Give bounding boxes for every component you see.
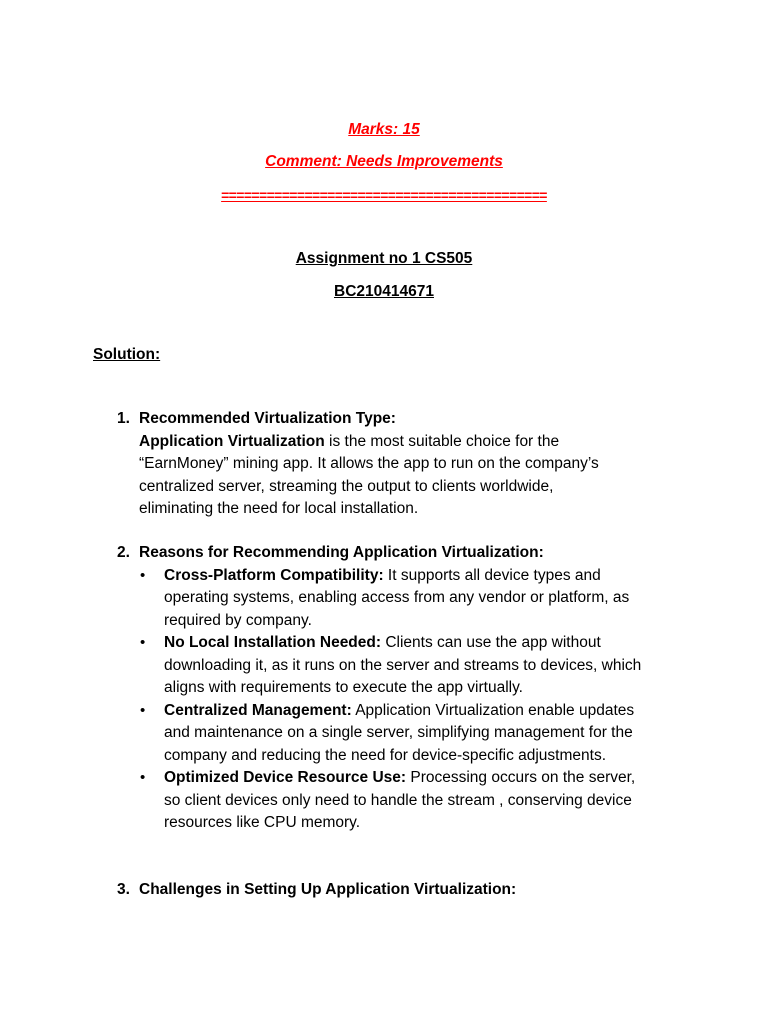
bullet-list xyxy=(140,565,677,835)
list-number: 3. xyxy=(117,881,130,898)
list-item-1 xyxy=(117,408,677,521)
bullet-icon: • xyxy=(140,769,146,786)
solution-heading: Solution: xyxy=(93,346,161,363)
bullet-icon: • xyxy=(140,634,146,651)
assignment-title: Assignment no 1 CS505 xyxy=(295,250,473,267)
bullet-item xyxy=(140,767,649,835)
bold-term: Centralized Management: xyxy=(164,701,352,719)
separator-line: =========================================== xyxy=(221,187,547,203)
list-item-2 xyxy=(117,542,677,835)
list-item-body xyxy=(139,542,677,565)
bullet-item xyxy=(140,632,649,700)
marks-label: Marks: 15 xyxy=(348,121,420,138)
bullet-icon: • xyxy=(140,701,146,719)
student-id: BC210414671 xyxy=(334,283,434,300)
bullet-text: Application Virtualization enable updates and maintenance on a single server, simplifying management for the company and reducing the need for device-specific adjustments. xyxy=(164,701,635,764)
bullet-icon: • xyxy=(140,566,146,584)
bold-term: Application Virtualization xyxy=(139,432,325,450)
bullet-text: Processing occurs on the server, so client devices only need to handle the stream , conserving device resources like CPU memory. xyxy=(164,769,636,831)
list-number: 2. xyxy=(117,544,130,561)
list-item-body xyxy=(139,408,677,521)
bullet-item xyxy=(140,700,649,768)
paragraph xyxy=(139,431,619,521)
comment-label: Comment: Needs Improvements xyxy=(265,153,503,170)
bold-term: No Local Installation Needed: xyxy=(164,634,382,651)
list-item-title: Challenges in Setting Up Application Virtualization: xyxy=(139,881,517,898)
list-item-body xyxy=(139,879,677,902)
list-number: 1. xyxy=(117,410,130,427)
bold-term: Optimized Device Resource Use: xyxy=(164,769,407,786)
bold-term: Cross-Platform Compatibility: xyxy=(164,566,384,584)
bullet-item xyxy=(140,565,649,633)
paragraph-text: is the most suitable choice for the “EarnMoney” mining app. It allows the app to run on the company’s centralized server, streaming the output to clients worldwide, eliminating the need for local installation. xyxy=(139,432,599,517)
bullet-text: Clients can use the app without downloading it, as it runs on the server and streams to devices, which aligns with requirements to execute the app virtually. xyxy=(164,634,642,696)
list-item-title: Recommended Virtualization Type: xyxy=(139,410,396,427)
bullet-text: It supports all device types and operating systems, enabling access from any vendor or platform, as required by company. xyxy=(164,566,630,629)
list-item-3 xyxy=(117,879,677,902)
list-item-title: Reasons for Recommending Application Virtualization: xyxy=(139,544,544,561)
